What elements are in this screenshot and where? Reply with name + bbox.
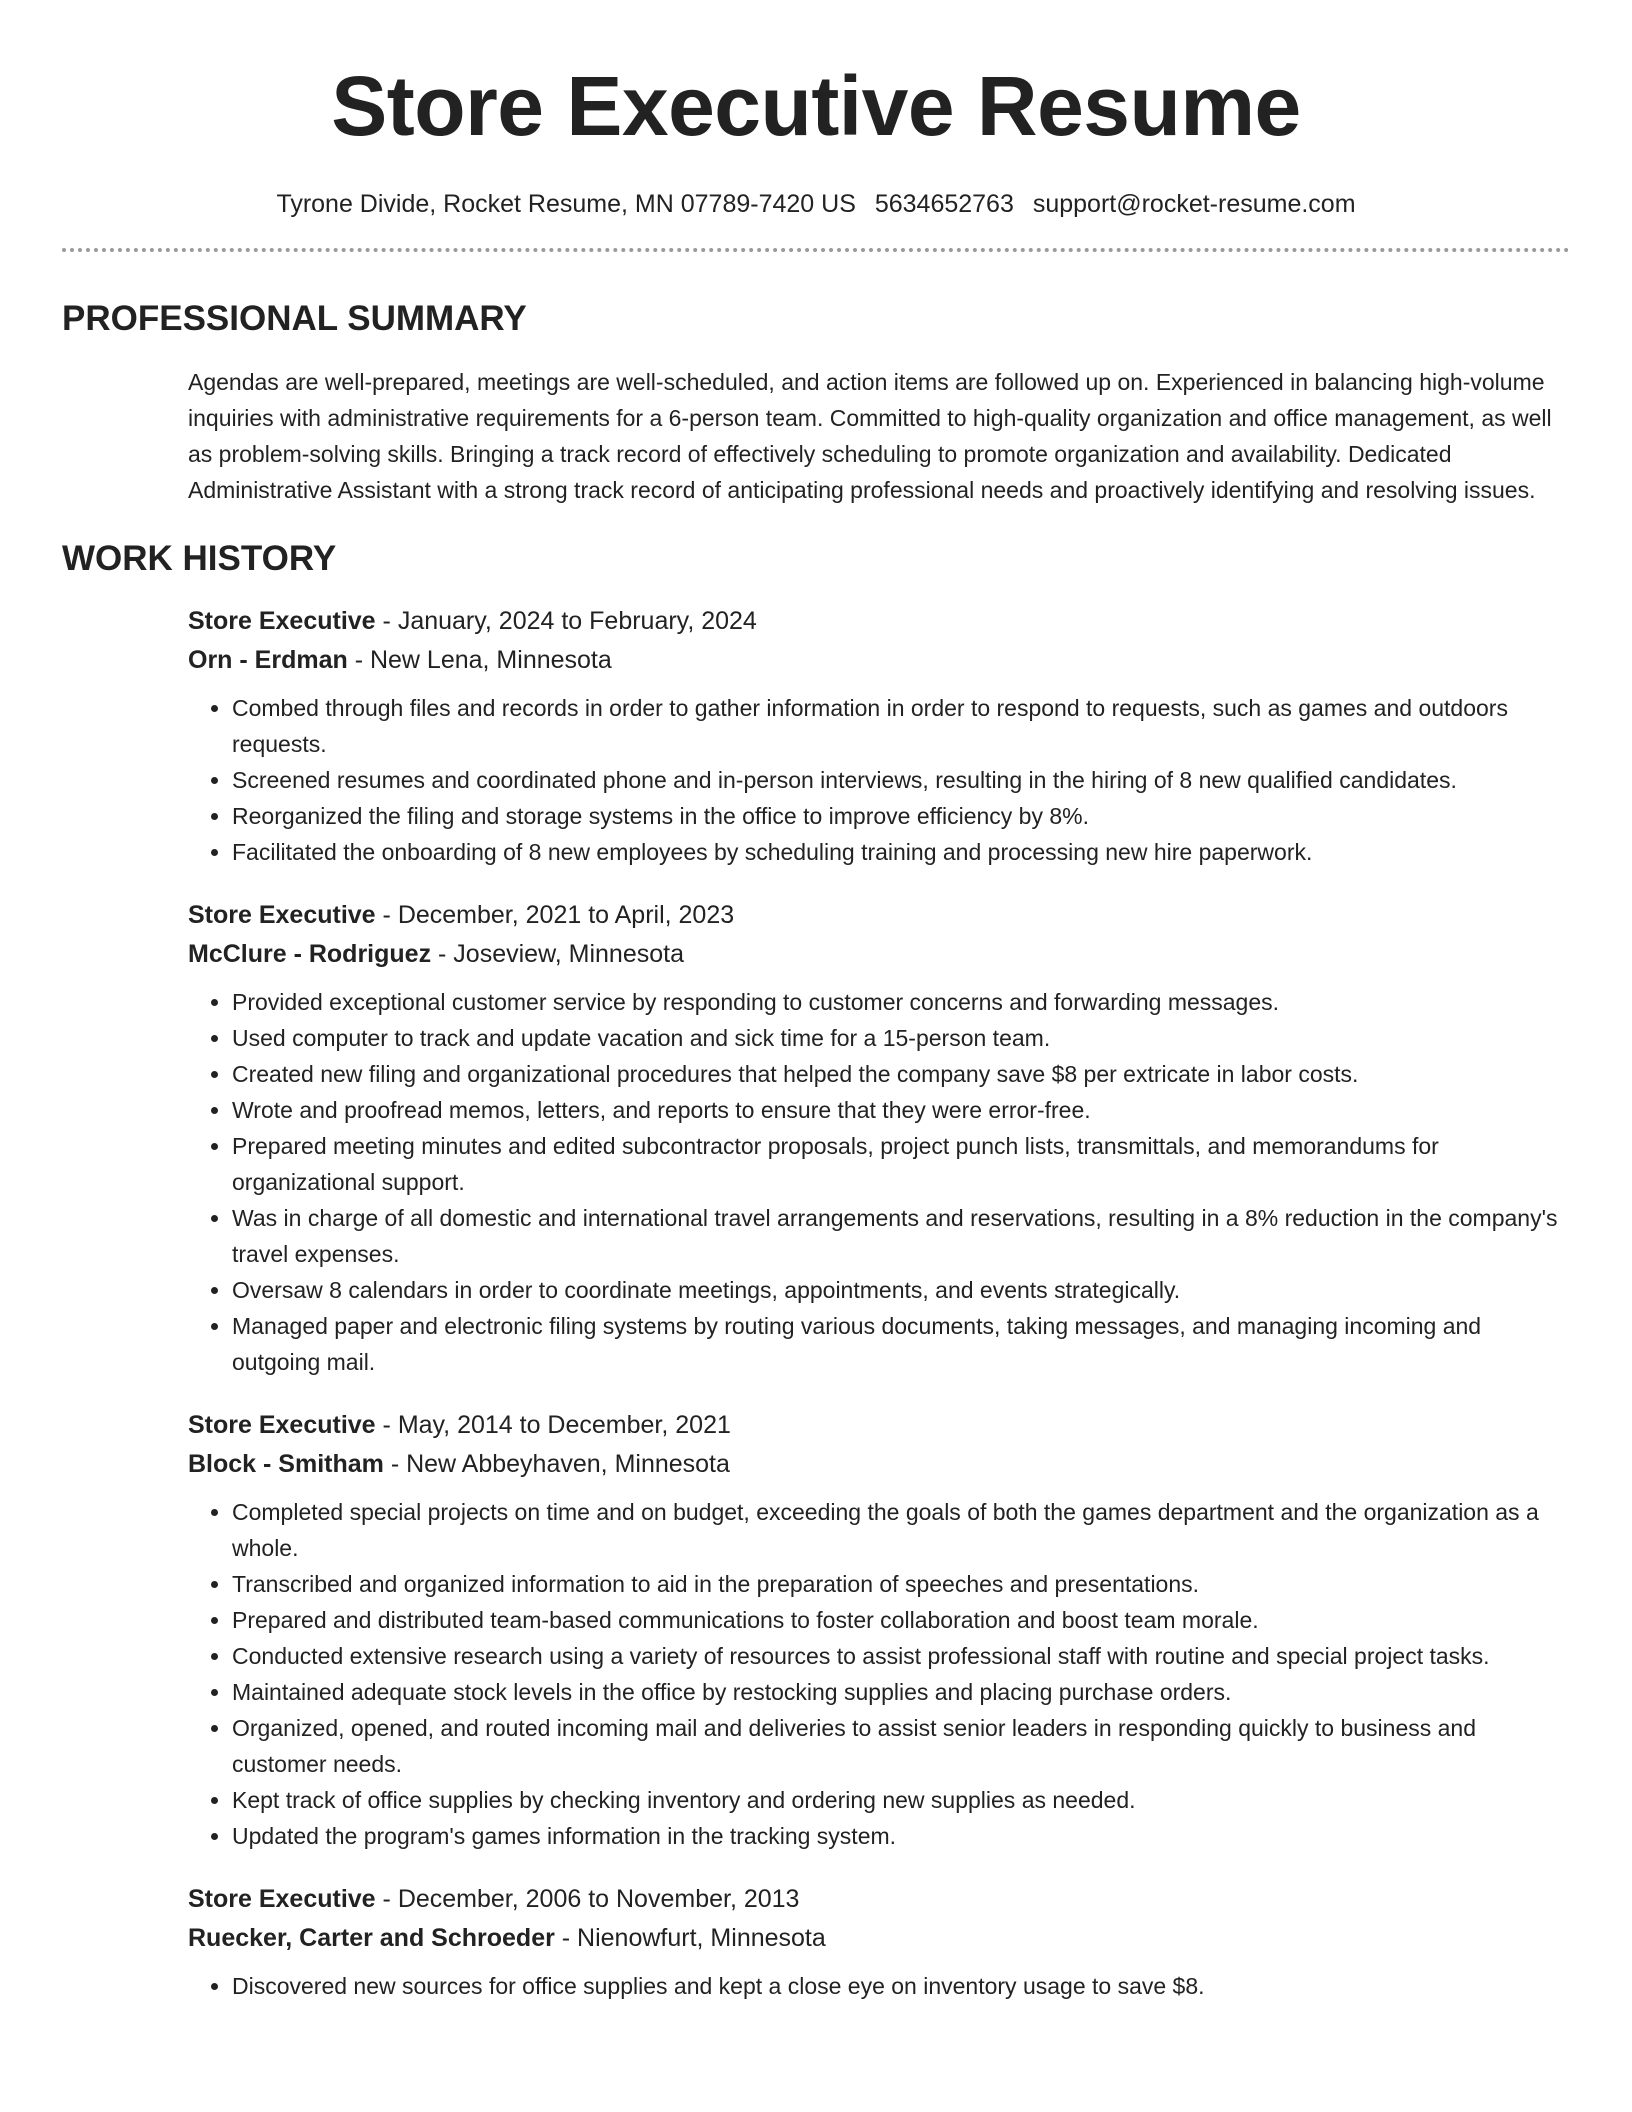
job-company-line: McClure - Rodriguez - Joseview, Minnesota xyxy=(188,940,684,968)
job-bullet: • Kept track of office supplies by checking inventory and ordering new supplies as needed. xyxy=(232,1782,1570,1818)
job-bullet: • Conducted extensive research using a variety of resources to assist professional staff with routine and special project tasks. xyxy=(232,1638,1570,1674)
job-bullet: • Reorganized the filing and storage systems in the office to improve efficiency by 8%. xyxy=(232,798,1570,834)
job-bullet: • Wrote and proofread memos, letters, and reports to ensure that they were error-free. xyxy=(232,1092,1570,1128)
job-bullet: • Updated the program's games information in the tracking system. xyxy=(232,1818,1570,1854)
job-title: Store Executive xyxy=(188,607,376,635)
job-location: New Abbeyhaven, Minnesota xyxy=(406,1450,730,1478)
job-bullet: • Maintained adequate stock levels in the office by restocking supplies and placing purchase orders. xyxy=(232,1674,1570,1710)
job-location: Joseview, Minnesota xyxy=(453,940,684,968)
job-bullets xyxy=(188,1968,1570,2004)
work-history-list xyxy=(188,602,1570,2004)
job-company-line: Orn - Erdman - New Lena, Minnesota xyxy=(188,646,612,674)
contact-line xyxy=(62,186,1570,222)
summary-text: Agendas are well-prepared, meetings are well-scheduled, and action items are followed up on. Experienced in balancing high-volume inquiries with administrative requirements for a 6-person team. Committed to high-quality organization and office management, as well as problem-solving skills. Bringing a track record of effectively scheduling to promote organization and availability. Dedicated Administrative Assistant with a strong track record of anticipating professional needs and proactively identifying and resolving issues. xyxy=(188,369,1552,503)
job-bullet: • Provided exceptional customer service by responding to customer concerns and forwarding messages. xyxy=(232,984,1570,1020)
contact-address: Tyrone Divide, Rocket Resume, MN 07789-7420 US xyxy=(276,190,856,218)
job-entry xyxy=(188,602,1570,870)
job-company: McClure - Rodriguez xyxy=(188,940,432,968)
job-bullets xyxy=(188,984,1570,1380)
job-entry xyxy=(188,1880,1570,2004)
job-bullet: • Completed special projects on time and on budget, exceeding the goals of both the games department and the organization as a whole. xyxy=(232,1494,1570,1566)
job-location: New Lena, Minnesota xyxy=(369,646,612,674)
job-dates: December, 2006 to November, 2013 xyxy=(397,1885,800,1913)
job-title-line: Store Executive - December, 2006 to November, 2013 xyxy=(188,1885,800,1913)
job-entry xyxy=(188,1406,1570,1854)
job-location: Nienowfurt, Minnesota xyxy=(577,1924,826,1952)
job-bullet: • Combed through files and records in order to gather information in order to respond to requests, such as games and outdoors requests. xyxy=(232,690,1570,762)
job-company: Block - Smitham xyxy=(188,1450,384,1478)
job-bullet: • Discovered new sources for office supplies and kept a close eye on inventory usage to save $8. xyxy=(232,1968,1570,2004)
job-title-line: Store Executive - January, 2024 to February, 2024 xyxy=(188,607,757,635)
contact-phone: 5634652763 xyxy=(874,190,1014,218)
job-company: Orn - Erdman xyxy=(188,646,348,674)
header-divider xyxy=(62,248,1570,252)
job-entry xyxy=(188,896,1570,1380)
job-company-line: Block - Smitham - New Abbeyhaven, Minnesota xyxy=(188,1450,730,1478)
job-dates: January, 2024 to February, 2024 xyxy=(397,607,757,635)
job-title: Store Executive xyxy=(188,1411,376,1439)
job-dates: December, 2021 to April, 2023 xyxy=(397,901,735,929)
job-bullet: • Screened resumes and coordinated phone and in-person interviews, resulting in the hiring of 8 new qualified candidates. xyxy=(232,762,1570,798)
job-bullet: • Prepared meeting minutes and edited subcontractor proposals, project punch lists, transmittals, and memorandums for organizational support. xyxy=(232,1128,1570,1200)
job-bullet: • Oversaw 8 calendars in order to coordinate meetings, appointments, and events strategically. xyxy=(232,1272,1570,1308)
job-company-line: Ruecker, Carter and Schroeder - Nienowfurt, Minnesota xyxy=(188,1924,826,1952)
contact-email: support@rocket-resume.com xyxy=(1032,190,1356,218)
job-bullet: • Transcribed and organized information to aid in the preparation of speeches and presentations. xyxy=(232,1566,1570,1602)
summary-heading: PROFESSIONAL SUMMARY xyxy=(62,299,527,338)
job-bullet: • Managed paper and electronic filing systems by routing various documents, taking messages, and managing incoming and outgoing mail. xyxy=(232,1308,1570,1380)
resume-title: Store Executive Resume xyxy=(331,59,1301,153)
job-bullets xyxy=(188,690,1570,870)
job-company: Ruecker, Carter and Schroeder xyxy=(188,1924,555,1952)
job-bullets xyxy=(188,1494,1570,1854)
job-title-line: Store Executive - May, 2014 to December, 2021 xyxy=(188,1411,731,1439)
job-dates: May, 2014 to December, 2021 xyxy=(397,1411,731,1439)
job-bullet: • Created new filing and organizational procedures that helped the company save $8 per extricate in labor costs. xyxy=(232,1056,1570,1092)
job-bullet: • Organized, opened, and routed incoming mail and deliveries to assist senior leaders in responding quickly to business and customer needs. xyxy=(232,1710,1570,1782)
work-history-heading: WORK HISTORY xyxy=(62,539,337,578)
job-bullet: • Was in charge of all domestic and international travel arrangements and reservations, resulting in a 8% reduction in the company's travel expenses. xyxy=(232,1200,1570,1272)
job-bullet: • Facilitated the onboarding of 8 new employees by scheduling training and processing new hire paperwork. xyxy=(232,834,1570,870)
job-title-line: Store Executive - December, 2021 to April, 2023 xyxy=(188,901,735,929)
job-title: Store Executive xyxy=(188,901,376,929)
job-title: Store Executive xyxy=(188,1885,376,1913)
job-bullet: • Used computer to track and update vacation and sick time for a 15-person team. xyxy=(232,1020,1570,1056)
job-bullet: • Prepared and distributed team-based communications to foster collaboration and boost team morale. xyxy=(232,1602,1570,1638)
